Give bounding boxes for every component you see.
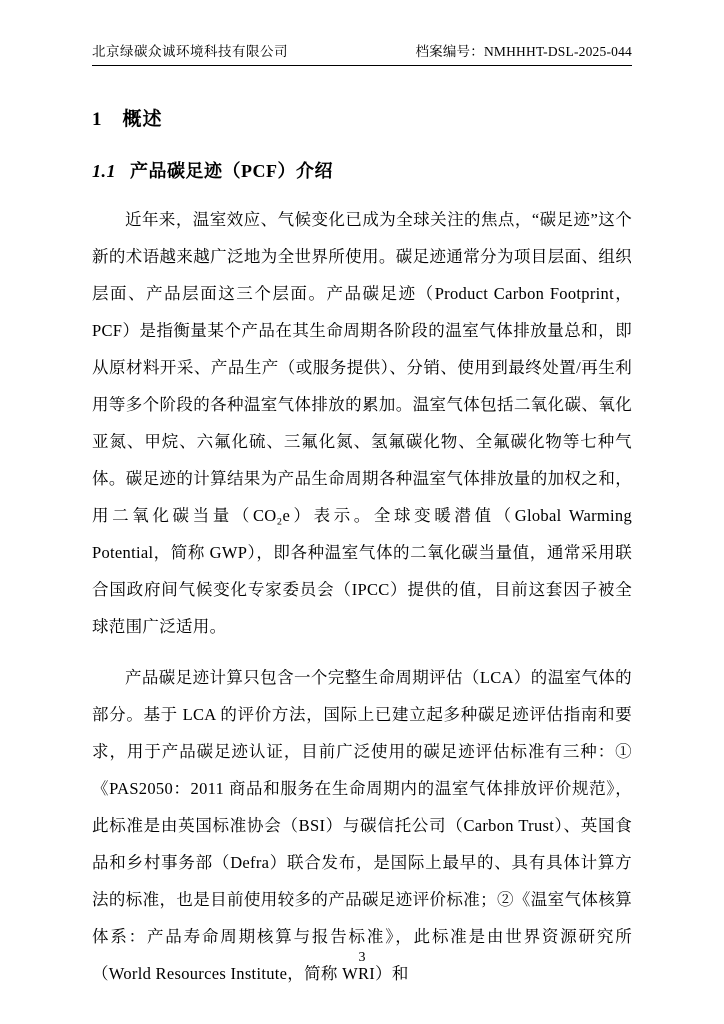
section-title: 概述 (122, 109, 163, 130)
subsection-heading (92, 157, 632, 183)
section-heading (92, 104, 632, 131)
header-file-number (415, 44, 632, 60)
header-company-name: 北京绿碳众诚环境科技有限公司 (92, 44, 288, 59)
section-number: 1 (92, 109, 103, 130)
page-header (92, 44, 632, 66)
subsection-number: 1.1 (92, 161, 116, 181)
header-file-label: 档案编号： (415, 44, 484, 59)
document-body (92, 88, 632, 992)
paragraph: 产品碳足迹计算只包含一个完整生命周期评估（LCA）的温室气体的部分。基于 LCA 的评价方法，国际上已建立起多种碳足迹评估指南和要求，用于产品碳足迹认证，目前广泛使用的碳足迹评估标准有三种：①《PAS2050：2011 商品和服务在生命周期内的温室气体排放评价规范》，此标准是由英国标准协会（BSI）与碳信托公司（Carbon Trust）、英国食品和乡村事务部（Defra）联合发布，是国际上最早的、具有具体计算方法的标准，也是目前使用较多的产品碳足迹评价标准；②《温室气体核算体系：产品寿命周期核算与报告标准》，此标准是由世界资源研究所（World Resources Institute，简称 WRI）和 (92, 668, 632, 983)
paragraph: 近年来，温室效应、气候变化已成为全球关注的焦点，“碳足迹”这个新的术语越来越广泛地为全世界所使用。碳足迹通常分为项目层面、组织层面、产品层面这三个层面。产品碳足迹（Product Carbon Footprint，PCF）是指衡量某个产品在其生命周期各阶段的温室气体排放量总和，即从原材料开采、产品生产（或服务提供）、分销、使用到最终处置/再生利用等多个阶段的各种温室气体排放的累加。温室气体包括二氧化碳、氧化亚氮、甲烷、六氟化硫、三氟化氮、氢氟碳化物、全氟碳化物等七种气体。碳足迹的计算结果为产品生命周期各种温室气体排放量的加权之和，用二氧化碳当量（CO₂e）表示。全球变暖潜值（Global Warming Potential，简称 GWP），即各种温室气体的二氧化碳当量值，通常采用联合国政府间气候变化专家委员会（IPCC）提供的值，目前这套因子被全球范围广泛适用。 (92, 210, 632, 636)
subsection-title: 产品碳足迹（PCF）介绍 (130, 161, 333, 181)
page-number: 3 (358, 950, 366, 965)
header-file-value: NMHHHT-DSL-2025-044 (483, 44, 632, 59)
